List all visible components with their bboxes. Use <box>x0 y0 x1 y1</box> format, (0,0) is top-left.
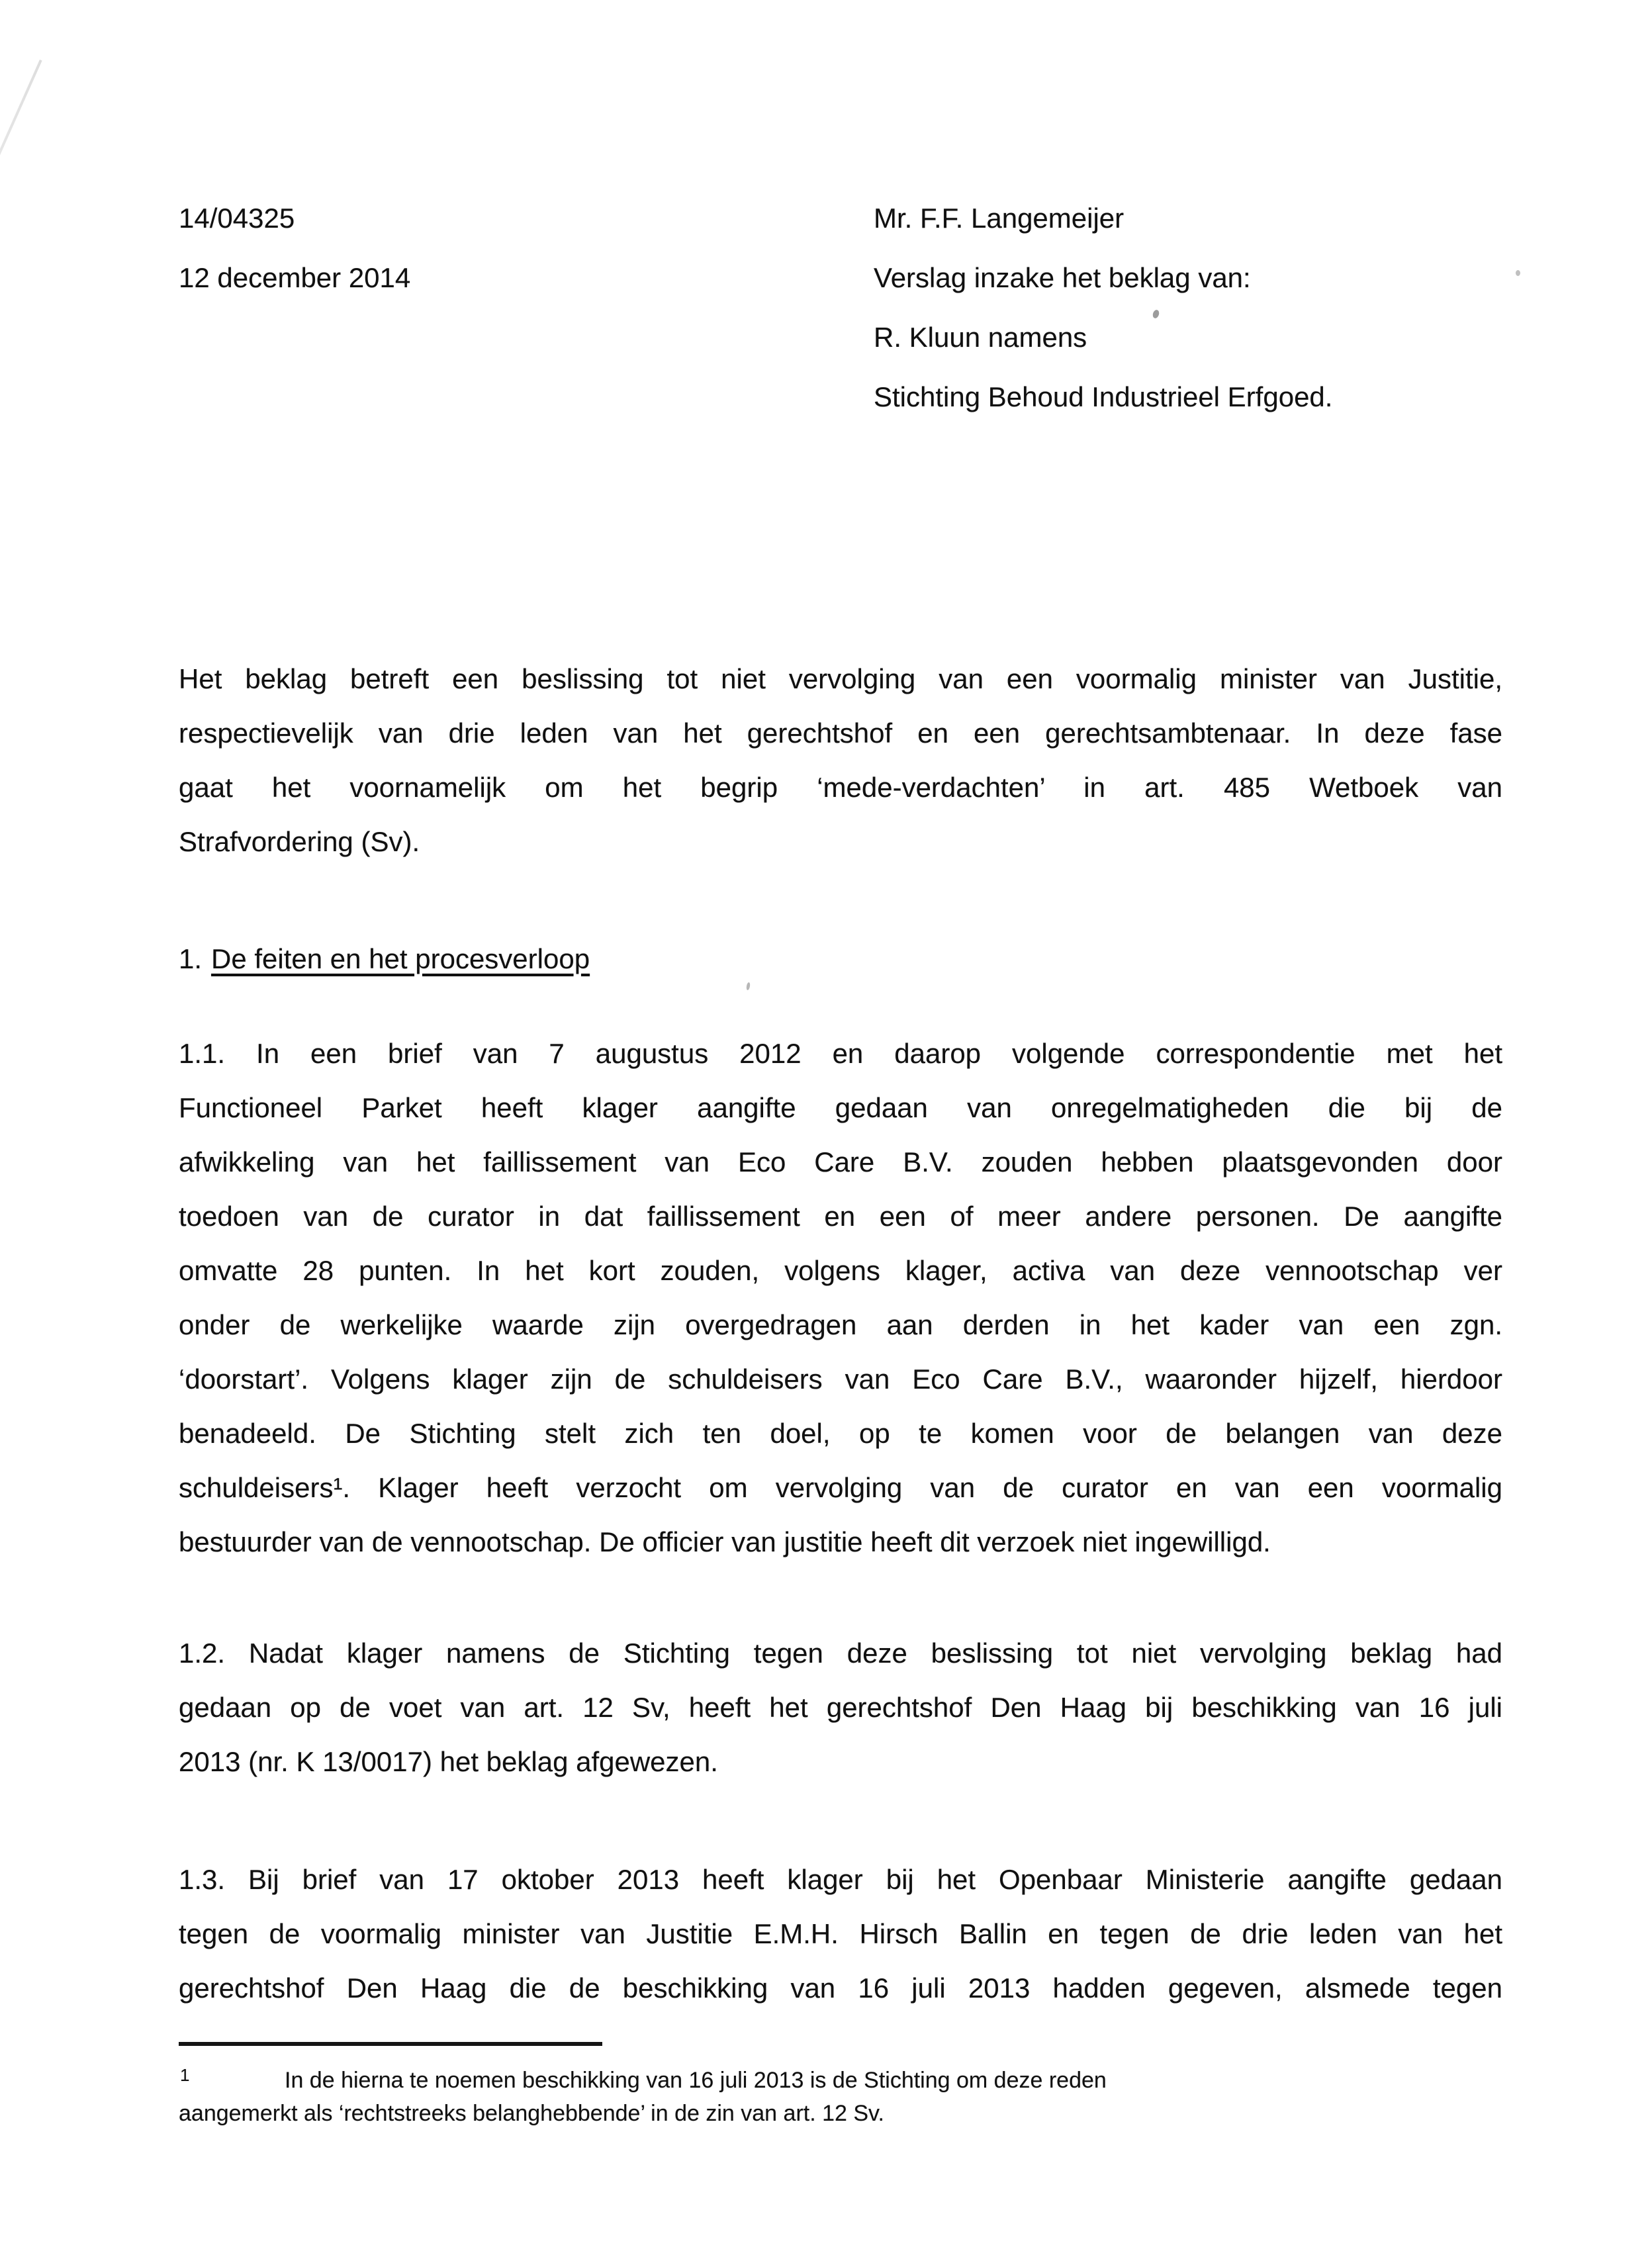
complainant-name: R. Kluun namens <box>874 322 1087 353</box>
scan-speck <box>1516 270 1520 276</box>
paragraph-line: gerechtshof Den Haag die de beschikking van 16 juli 2013 hadden gegeven, alsmede tegen <box>179 1972 1502 2004</box>
paragraph-line: 2013 (nr. K 13/0017) het beklag afgewezen. <box>179 1746 718 1777</box>
section-heading <box>179 932 590 986</box>
paragraph-line: schuldeisers¹. Klager heeft verzocht om vervolging van de curator en van een voormalig <box>179 1472 1502 1503</box>
document-header-right <box>874 189 1332 427</box>
case-number: 14/04325 <box>179 203 295 234</box>
paragraph-line: Functioneel Parket heeft klager aangifte gedaan van onregelmatigheden die bij de <box>179 1092 1502 1123</box>
report-subject: Verslag inzake het beklag van: <box>874 262 1251 293</box>
paragraph-line: gaat het voornamelijk om het begrip ‘mede-verdachten’ in art. 485 Wetboek van <box>179 772 1502 803</box>
paragraph-line: respectievelijk van drie leden van het gerechtshof en een gerechtsambtenaar. In deze fase <box>179 717 1502 749</box>
footnote-line: In de hierna te noemen beschikking van 16 juli 2013 is de Stichting om deze reden <box>285 2068 1107 2093</box>
paragraph-line: 1.2. Nadat klager namens de Stichting tegen deze beslissing tot niet vervolging beklag had <box>179 1638 1502 1669</box>
paragraph-line: Het beklag betreft een beslissing tot niet vervolging van een voormalig minister van Justitie, <box>179 663 1502 694</box>
heading-number: 1. <box>179 943 203 974</box>
intro-paragraph <box>179 652 1502 869</box>
scan-speck <box>746 982 751 991</box>
paragraph-line: afwikkeling van het faillissement van Eco Care B.V. zouden hebben plaatsgevonden door <box>179 1146 1502 1178</box>
author-name: Mr. F.F. Langemeijer <box>874 203 1124 234</box>
footnote-separator-rule <box>179 2042 602 2046</box>
paragraph-line: tegen de voormalig minister van Justitie E.M.H. Hirsch Ballin en tegen de drie leden van het <box>179 1918 1502 1949</box>
paragraph-line: 1.1. In een brief van 7 augustus 2012 en daarop volgende correspondentie met het <box>179 1038 1502 1069</box>
paragraph-line: ‘doorstart’. Volgens klager zijn de schuldeisers van Eco Care B.V., waaronder hijzelf, hierdoor <box>179 1363 1502 1395</box>
document-date: 12 december 2014 <box>179 262 411 293</box>
heading-title: De feiten en het procesverloop <box>211 943 590 974</box>
paragraph-line: toedoen van de curator in dat faillissement en een of meer andere personen. De aangifte <box>179 1201 1502 1232</box>
paragraph-line: Strafvordering (Sv). <box>179 826 420 857</box>
scan-streak-artifact <box>0 60 42 399</box>
footnote-marker: 1 <box>180 2065 190 2085</box>
paragraph-line: omvatte 28 punten. In het kort zouden, volgens klager, activa van deze vennootschap ver <box>179 1255 1502 1286</box>
paragraph-1-1 <box>179 1027 1502 1569</box>
paragraph-line: 1.3. Bij brief van 17 oktober 2013 heeft klager bij het Openbaar Ministerie aangifte gedaan <box>179 1864 1502 1895</box>
paragraph-1-3 <box>179 1853 1502 2015</box>
paragraph-line: gedaan op de voet van art. 12 Sv, heeft het gerechtshof Den Haag bij beschikking van 16 juli <box>179 1692 1502 1723</box>
paragraph-line: onder de werkelijke waarde zijn overgedragen aan derden in het kader van een zgn. <box>179 1309 1502 1340</box>
footnote <box>179 2064 1502 2130</box>
organization-name: Stichting Behoud Industrieel Erfgoed. <box>874 381 1333 412</box>
paragraph-line: benadeeld. De Stichting stelt zich ten doel, op te komen voor de belangen van deze <box>179 1418 1502 1449</box>
footnote-line: aangemerkt als ‘rechtstreeks belanghebbende’ in de zin van art. 12 Sv. <box>179 2101 884 2126</box>
document-header-left <box>179 189 410 308</box>
paragraph-line: bestuurder van de vennootschap. De officier van justitie heeft dit verzoek niet ingewilligd. <box>179 1526 1271 1557</box>
paragraph-1-2 <box>179 1626 1502 1789</box>
